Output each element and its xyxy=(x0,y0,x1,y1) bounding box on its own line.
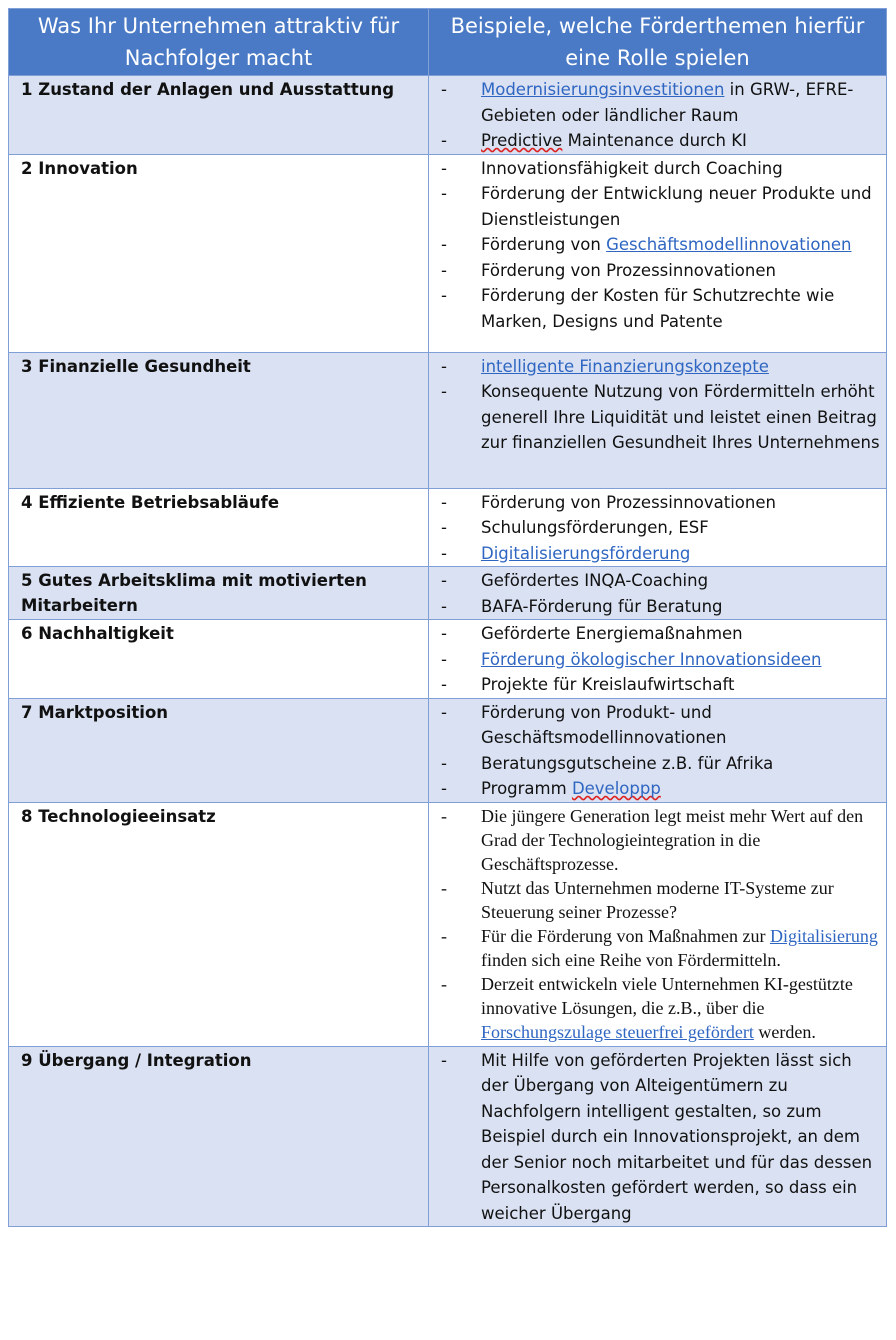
list-item xyxy=(429,77,882,128)
funding-link[interactable]: Digitalisierungsförderung xyxy=(481,543,691,563)
examples-list xyxy=(429,155,886,335)
examples-list xyxy=(429,803,886,1044)
topic-label: 8 Technologieeinsatz xyxy=(21,806,216,826)
bullet-dash: - xyxy=(441,702,447,722)
table-row xyxy=(9,698,887,802)
bullet-dash: - xyxy=(441,286,447,305)
funding-link[interactable]: Forschungszulage steuerfrei gefördert xyxy=(481,1021,754,1042)
funding-topics-table xyxy=(8,8,887,1227)
table-row xyxy=(9,154,887,352)
item-text: Derzeit entwickeln viele Unternehmen KI-gestützte innovative Lösungen, die z.B., über die xyxy=(481,973,853,1018)
list-item xyxy=(429,924,882,972)
list-item xyxy=(429,647,882,673)
item-text: Für die Förderung von Maßnahmen zur xyxy=(481,925,770,946)
topic-cell xyxy=(9,1046,429,1227)
table-row xyxy=(9,620,887,699)
item-text: Förderung der Kosten für Schutzrechte wie Marken, Designs und Patente xyxy=(481,286,835,331)
topic-cell xyxy=(9,352,429,488)
list-item xyxy=(429,751,882,777)
item-text: Förderung von xyxy=(481,235,607,254)
topic-label: 6 Nachhaltigkeit xyxy=(21,624,174,643)
item-text: in GRW-, EFRE-Gebieten oder ländlicher Raum xyxy=(481,80,854,125)
list-item xyxy=(429,258,882,284)
list-item xyxy=(429,379,882,456)
list-item xyxy=(429,700,882,751)
topic-cell xyxy=(9,567,429,620)
bullet-dash: - xyxy=(441,543,447,563)
examples-list xyxy=(429,620,886,698)
item-text: Beratungsgutscheine z.B. für Afrika xyxy=(481,753,774,773)
item-text: Innovationsfähigkeit durch Coaching xyxy=(481,158,783,178)
examples-list xyxy=(429,1047,886,1227)
spellcheck-word: Predictive xyxy=(481,131,563,150)
topic-label: 1 Zustand der Anlagen und Ausstattung xyxy=(21,80,395,99)
funding-link[interactable]: intelligente Finanzierungskonzepte xyxy=(481,356,769,376)
item-text: Förderung von Prozessinnovationen xyxy=(481,260,776,280)
examples-cell xyxy=(429,488,887,567)
examples-list xyxy=(429,489,886,567)
item-text: Konsequente Nutzung von Fördermitteln erhöht generell Ihre Liquidität und leistet einen Beitrag zur finanziellen Gesundheit Ihres Unternehmens xyxy=(481,382,880,452)
item-text: werden. xyxy=(753,1021,816,1042)
examples-cell xyxy=(429,1046,887,1227)
topic-label: 3 Finanzielle Gesundheit xyxy=(21,356,251,376)
examples-cell xyxy=(429,620,887,699)
topic-cell xyxy=(9,698,429,802)
bullet-dash: - xyxy=(441,877,447,898)
bullet-dash: - xyxy=(441,518,447,537)
table-row xyxy=(9,76,887,155)
funding-link[interactable]: Geschäftsmodellinnovationen xyxy=(606,235,852,254)
funding-link[interactable]: Förderung ökologischer Innovationsideen xyxy=(481,649,822,669)
bullet-dash: - xyxy=(441,80,447,99)
bullet-dash: - xyxy=(441,925,447,946)
topic-cell xyxy=(9,76,429,155)
item-text: BAFA-Förderung für Beratung xyxy=(481,596,723,616)
examples-cell xyxy=(429,698,887,802)
bullet-dash: - xyxy=(441,260,447,280)
bullet-dash: - xyxy=(441,779,447,798)
list-item xyxy=(429,515,882,541)
list-item xyxy=(429,490,882,516)
list-item xyxy=(429,128,882,154)
examples-cell xyxy=(429,802,887,1046)
funding-link[interactable]: Digitalisierung xyxy=(769,925,878,946)
bullet-dash: - xyxy=(441,675,447,694)
bullet-dash: - xyxy=(441,492,447,512)
list-item xyxy=(429,1048,882,1227)
bullet-dash: - xyxy=(441,356,447,376)
table-row xyxy=(9,352,887,488)
bullet-dash: - xyxy=(441,235,447,254)
topic-label: 7 Marktposition xyxy=(21,702,169,722)
header-col-funding-examples: Beispiele, welche Förderthemen hierfür eine Rolle spielen xyxy=(429,9,887,76)
table-row xyxy=(9,488,887,567)
bullet-dash: - xyxy=(441,571,447,590)
list-item xyxy=(429,354,882,380)
table-row xyxy=(9,1046,887,1227)
item-text: Programm xyxy=(481,779,572,798)
item-text: Maintenance durch KI xyxy=(562,131,747,150)
bullet-dash: - xyxy=(441,158,447,178)
list-item xyxy=(429,594,882,620)
bullet-dash: - xyxy=(441,973,447,994)
examples-cell xyxy=(429,154,887,352)
examples-cell xyxy=(429,76,887,155)
topic-cell xyxy=(9,802,429,1046)
item-text: Geförderte Energiemaßnahmen xyxy=(481,624,743,643)
item-text: Projekte für Kreislaufwirtschaft xyxy=(481,675,735,694)
topic-label: 9 Übergang / Integration xyxy=(21,1050,252,1070)
topic-cell xyxy=(9,620,429,699)
list-item xyxy=(429,621,882,647)
item-text: Förderung der Entwicklung neuer Produkte und Dienstleistungen xyxy=(481,184,872,229)
list-item xyxy=(429,156,882,182)
topic-label: 2 Innovation xyxy=(21,158,138,178)
examples-list xyxy=(429,699,886,802)
examples-cell xyxy=(429,352,887,488)
examples-list xyxy=(429,567,886,619)
topic-label: 5 Gutes Arbeitsklima mit motivierten Mitarbeitern xyxy=(21,571,367,615)
examples-cell xyxy=(429,567,887,620)
topic-label: 4 Effiziente Betriebsabläufe xyxy=(21,492,280,512)
list-item xyxy=(429,804,882,876)
item-text: Förderung von Prozessinnovationen xyxy=(481,492,776,512)
bullet-dash: - xyxy=(441,596,447,616)
bullet-dash: - xyxy=(441,753,447,773)
bullet-dash: - xyxy=(441,382,447,401)
examples-list xyxy=(429,353,886,456)
list-item xyxy=(429,283,882,334)
topic-cell xyxy=(9,488,429,567)
list-item xyxy=(429,541,882,567)
funding-link[interactable]: Modernisierungsinvestitionen xyxy=(481,80,725,99)
item-text: Schulungsförderungen, ESF xyxy=(481,518,709,537)
funding-link[interactable]: Developpp xyxy=(571,779,661,798)
list-item xyxy=(429,876,882,924)
table-row xyxy=(9,802,887,1046)
item-text: Förderung von Produkt- und Geschäftsmodellinnovationen xyxy=(481,702,727,747)
bullet-dash: - xyxy=(441,649,447,669)
bullet-dash: - xyxy=(441,131,447,150)
bullet-dash: - xyxy=(441,184,447,203)
bullet-dash: - xyxy=(441,1050,447,1070)
item-text: Mit Hilfe von geförderten Projekten lässt sich der Übergang von Alteigentümern zu Nachfolgern intelligent gestalten, so zum Beispiel durch ein Innovationsprojekt, an dem der Senior noch mitarbeitet und für das dessen Personalkosten gefördert werden, so dass ein weicher Übergang xyxy=(481,1050,873,1223)
bullet-dash: - xyxy=(441,624,447,643)
list-item xyxy=(429,776,882,802)
bullet-dash: - xyxy=(441,805,447,826)
item-text: finden sich eine Reihe von Fördermitteln. xyxy=(481,949,781,970)
table-header-row xyxy=(9,9,887,76)
list-item xyxy=(429,181,882,232)
item-text: Nutzt das Unternehmen moderne IT-Systeme zur Steuerung seiner Prozesse? xyxy=(481,877,834,922)
list-item xyxy=(429,672,882,698)
list-item xyxy=(429,972,882,1044)
table-row xyxy=(9,567,887,620)
header-col-attractiveness: Was Ihr Unternehmen attraktiv für Nachfolger macht xyxy=(9,9,429,76)
examples-list xyxy=(429,76,886,154)
item-text: Die jüngere Generation legt meist mehr Wert auf den Grad der Technologieintegration in die Geschäftsprozesse. xyxy=(481,805,864,874)
topic-cell xyxy=(9,154,429,352)
item-text: Gefördertes INQA-Coaching xyxy=(481,571,709,590)
list-item xyxy=(429,568,882,594)
list-item xyxy=(429,232,882,258)
